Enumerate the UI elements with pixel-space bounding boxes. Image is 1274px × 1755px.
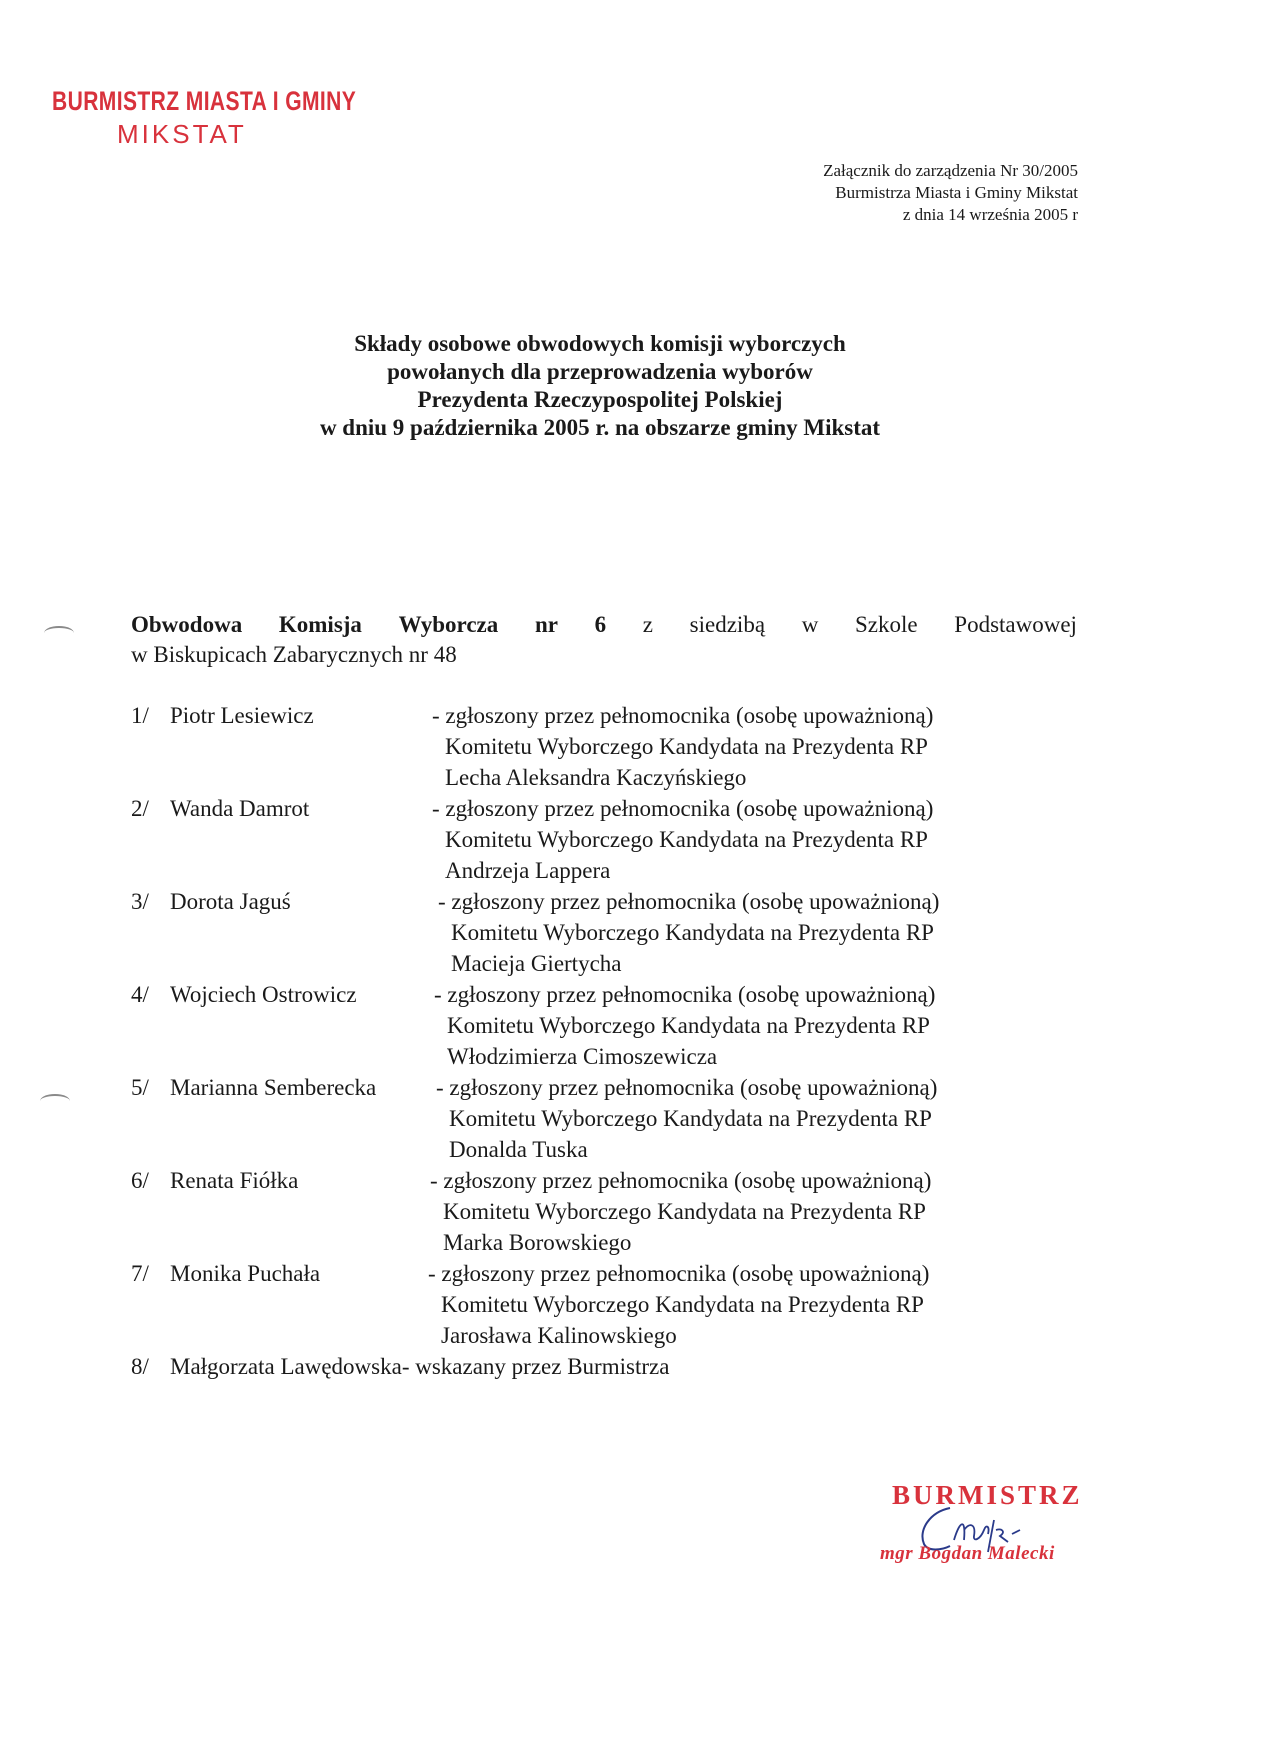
basis-line-1: - zgłoszony przez pełnomocnika (osobę upoważnioną) <box>436 1075 938 1100</box>
basis-line-3: Donalda Tuska <box>449 1137 588 1162</box>
member-entry <box>131 886 1091 979</box>
commission-word: Wyborcza <box>398 612 499 637</box>
basis-line-2: Komitetu Wyborczego Kandydata na Prezydenta RP <box>447 1013 930 1038</box>
basis-line-2: Komitetu Wyborczego Kandydata na Prezydenta RP <box>445 827 928 852</box>
title-line-3: Prezydenta Rzeczypospolitej Polskiej <box>417 387 783 412</box>
document-title <box>0 330 1200 442</box>
basis-line-3: Włodzimierza Cimoszewicza <box>447 1044 718 1069</box>
member-number: 2/ <box>131 796 149 821</box>
member-number: 7/ <box>131 1261 149 1286</box>
stamp-line-2: MIKSTAT <box>117 119 247 149</box>
member-name: Piotr Lesiewicz <box>170 703 314 728</box>
scan-artifact-mark <box>44 626 74 640</box>
basis-line-1: - zgłoszony przez pełnomocnika (osobę upoważnioną) <box>432 796 934 821</box>
annex-line-2: Burmistrza Miasta i Gminy Mikstat <box>835 183 1078 202</box>
member-basis <box>436 1072 1091 1165</box>
commission-word: Obwodowa <box>131 612 243 637</box>
commission-number: 6 <box>594 612 607 637</box>
member-entry <box>131 1351 1091 1382</box>
member-name: Małgorzata Lawędowska <box>170 1354 402 1379</box>
annex-line-3: z dnia 14 września 2005 r <box>902 205 1078 224</box>
member-name: Monika Puchała <box>170 1261 321 1286</box>
member-basis <box>430 1165 1091 1258</box>
member-name: Renata Fiółka <box>170 1168 299 1193</box>
commission-word: Komisja <box>278 612 362 637</box>
basis-line-2: Komitetu Wyborczego Kandydata na Prezydenta RP <box>445 734 928 759</box>
basis-line-2: Komitetu Wyborczego Kandydata na Prezydenta RP <box>451 920 934 945</box>
signature-name: mgr Bogdan Malecki <box>880 1543 1055 1564</box>
basis-line-1: - zgłoszony przez pełnomocnika (osobę upoważnioną) <box>428 1261 930 1286</box>
basis-line-3: Macieja Giertycha <box>451 951 622 976</box>
members-list <box>131 700 1091 1382</box>
commission-heading <box>131 610 1077 670</box>
title-line-1: Składy osobowe obwodowych komisji wyborczych <box>354 331 846 356</box>
basis-line-2: Komitetu Wyborczego Kandydata na Prezydenta RP <box>441 1292 924 1317</box>
title-line-2: powołanych dla przeprowadzenia wyborów <box>387 359 813 384</box>
member-number: 6/ <box>131 1168 149 1193</box>
member-basis <box>428 1258 1091 1351</box>
basis-line-3: Jarosława Kalinowskiego <box>441 1323 677 1348</box>
stamp-line-1: BURMISTRZ MIASTA I GMINY <box>52 86 357 116</box>
annex-reference <box>823 160 1078 226</box>
commission-word: Podstawowej <box>954 612 1077 637</box>
member-name: Dorota Jaguś <box>170 889 291 914</box>
member-entry <box>131 1258 1091 1351</box>
member-entry <box>131 1072 1091 1165</box>
basis-line-3: Andrzeja Lappera <box>445 858 611 883</box>
member-basis <box>438 886 1091 979</box>
member-entry <box>131 793 1091 886</box>
commission-line-1 <box>131 610 1077 640</box>
scan-artifact-mark <box>40 1094 70 1108</box>
member-entry <box>131 700 1091 793</box>
commission-word: nr <box>534 612 558 637</box>
basis-line-3: Lecha Aleksandra Kaczyńskiego <box>445 765 747 790</box>
member-number: 5/ <box>131 1075 149 1100</box>
member-entry <box>131 979 1091 1072</box>
basis-line-1: - zgłoszony przez pełnomocnika (osobę upoważnioną) <box>438 889 940 914</box>
commission-word: siedzibą <box>689 612 766 637</box>
title-line-4: w dniu 9 października 2005 r. na obszarze gminy Mikstat <box>319 415 881 440</box>
annex-line-1: Załącznik do zarządzenia Nr 30/2005 <box>823 161 1078 180</box>
member-number: 3/ <box>131 889 149 914</box>
basis-line-2: Komitetu Wyborczego Kandydata na Prezydenta RP <box>443 1199 926 1224</box>
member-entry <box>131 1165 1091 1258</box>
member-line <box>131 1351 1091 1382</box>
basis-line-1: - wskazany przez Burmistrza <box>401 1354 670 1379</box>
basis-line-3: Marka Borowskiego <box>443 1230 632 1255</box>
signature-stamp <box>880 1480 1120 1580</box>
commission-line-2: w Biskupicach Zabarycznych nr 48 <box>131 642 457 667</box>
basis-line-1: - zgłoszony przez pełnomocnika (osobę upoważnioną) <box>430 1168 932 1193</box>
member-name: Wanda Damrot <box>170 796 310 821</box>
member-number: 4/ <box>131 982 149 1007</box>
office-stamp <box>52 86 442 150</box>
signature-title: BURMISTRZ <box>892 1480 1083 1510</box>
member-basis <box>432 793 1091 886</box>
member-name: Marianna Semberecka <box>170 1075 377 1100</box>
basis-line-1: - zgłoszony przez pełnomocnika (osobę upoważnioną) <box>434 982 936 1007</box>
basis-line-2: Komitetu Wyborczego Kandydata na Prezydenta RP <box>449 1106 932 1131</box>
basis-line-1: - zgłoszony przez pełnomocnika (osobę upoważnioną) <box>432 703 934 728</box>
member-name: Wojciech Ostrowicz <box>170 982 357 1007</box>
commission-word: w <box>801 612 819 637</box>
member-number: 1/ <box>131 703 149 728</box>
commission-word: z <box>642 612 653 637</box>
member-basis <box>432 700 1091 793</box>
member-basis <box>434 979 1091 1072</box>
commission-word: Szkole <box>855 612 918 637</box>
member-number: 8/ <box>131 1354 149 1379</box>
